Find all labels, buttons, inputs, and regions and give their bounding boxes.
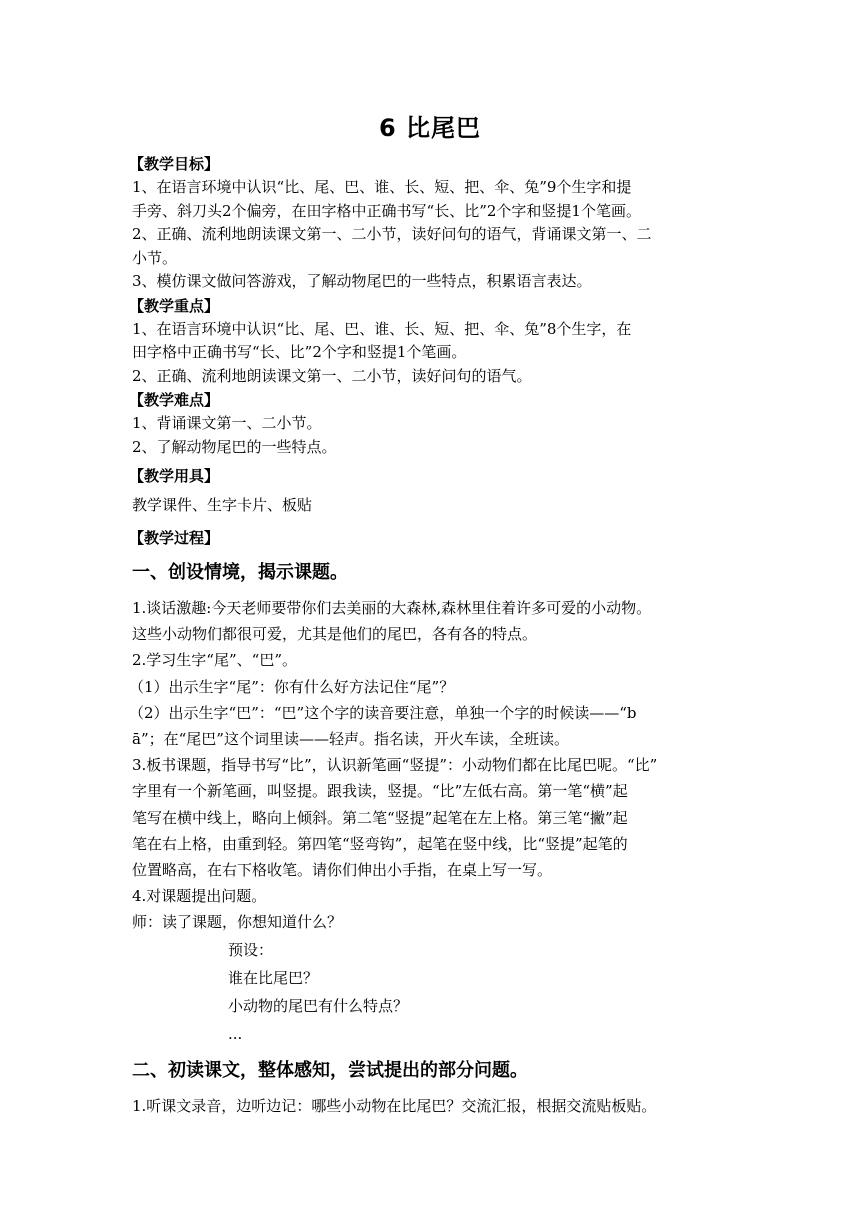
section-1-body — [129, 595, 732, 936]
difficulty-line: 2、了解动物尾巴的一些特点。 — [132, 437, 337, 456]
section-1-line: 位置略高，在右下格收笔。请你们伸出小手指，在桌上写一写。 — [132, 861, 553, 880]
difficulties-list — [132, 412, 732, 459]
key-points-heading: 【教学重点】 — [129, 296, 220, 315]
difficulties-heading: 【教学难点】 — [129, 391, 220, 409]
tools-text: 教学课件、生字卡片、板贴 — [132, 496, 313, 514]
preset-item: 小动物的尾巴有什么特点？ — [228, 996, 409, 1015]
section-1-line: 4.对课题提出问题。 — [132, 887, 267, 906]
objectives-heading: 【教学目标】 — [129, 155, 220, 173]
section-1-line: 师：读了课题，你想知道什么？ — [132, 913, 343, 932]
lesson-content — [129, 152, 732, 1119]
section-1-heading: 一、创设情境，揭示课题。 — [132, 562, 348, 583]
section-2-line: 1.听课文录音，边听边记：哪些小动物在比尾巴？交流汇报，根据交流贴板贴。 — [132, 1096, 657, 1115]
tools-heading: 【教学用具】 — [129, 467, 220, 485]
objective-line: 1、在语言环境中认识“比、尾、巴、谁、长、短、把、伞、兔”9个生字和提 — [132, 178, 632, 196]
key-point-line: 2、正确、流利地朗读课文第一、二小节，读好问句的语气。 — [132, 366, 532, 385]
lesson-title: 6 比尾巴 — [378, 114, 482, 142]
section-1-line: 笔写在横中线上，略向上倾斜。第二笔“竖提”起笔在左上格。第三笔“撇”起 — [132, 808, 628, 827]
difficulty-line: 1、背诵课文第一、二小节。 — [132, 414, 322, 432]
section-1-line: 字里有一个新笔画，叫竖提。跟我读，竖提。“比”左低右高。第一笔“横”起 — [132, 782, 628, 801]
key-points-list — [132, 318, 732, 389]
section-1-line: 3.板书课题，指导书写“比”，认识新笔画“竖提”：小动物们都在比尾巴呢。“比” — [132, 756, 658, 775]
objective-line: 2、正确、流利地朗读课文第一、二小节，读好问句的语气，背诵课文第一、二 — [132, 225, 652, 243]
section-1-line: 这些小动物们都很可爱，尤其是他们的尾巴，各有各的特点。 — [132, 625, 538, 644]
objective-line: 3、模仿课文做问答游戏，了解动物尾巴的一些特点，积累语言表达。 — [132, 272, 592, 290]
section-1-line: ā”；在“尾巴”这个词里读——轻声。指名读，开火车读，全班读。 — [132, 730, 569, 749]
objectives-list — [132, 176, 732, 294]
section-1-line: 2.学习生字“尾”、“巴”。 — [132, 651, 297, 670]
objective-line: 手旁、斜刀头2个偏旁，在田字格中正确书写“长、比”2个字和竖提1个笔画。 — [132, 201, 641, 220]
preset-item: ... — [228, 1024, 243, 1043]
section-1-line: （2）出示生字“巴”：“巴”这个字的读音要注意，单独一个字的时候读——“b — [129, 703, 637, 722]
process-heading: 【教学过程】 — [129, 529, 220, 547]
section-2-body — [132, 1093, 732, 1119]
key-point-line: 田字格中正确书写“长、比”2个字和竖提1个笔画。 — [132, 343, 467, 361]
key-point-line: 1、在语言环境中认识“比、尾、巴、谁、长、短、把、伞、兔”8个生字，在 — [132, 319, 632, 338]
section-1-line: （1）出示生字“尾”：你有什么好方法记住“尾”？ — [129, 677, 455, 696]
section-1-line: 1.谈话激趣:今天老师要带你们去美丽的大森林,森林里住着许多可爱的小动物。 — [132, 599, 652, 617]
preset-item: 谁在比尾巴？ — [228, 968, 319, 987]
section-2-heading: 二、初读课文，整体感知，尝试提出的部分问题。 — [132, 1059, 528, 1081]
preset-label: 预设： — [228, 940, 274, 959]
objective-line: 小节。 — [132, 248, 178, 267]
section-1-line: 笔在右上格，由重到轻。第四笔“竖弯钩”，起笔在竖中线，比“竖提”起笔的 — [132, 834, 628, 853]
preset-block — [132, 936, 732, 1048]
